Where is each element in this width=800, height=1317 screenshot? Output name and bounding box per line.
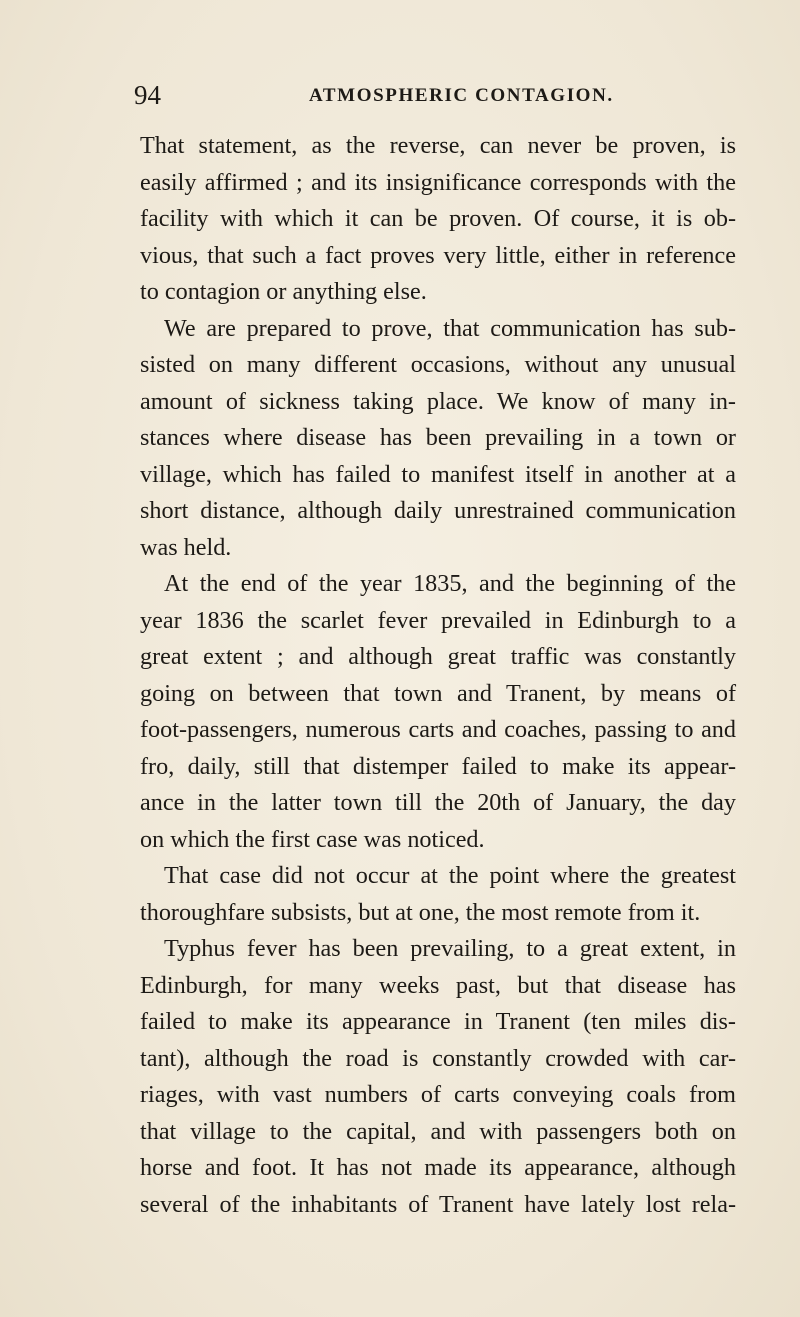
page-number: 94: [134, 80, 161, 110]
text-line: stances where disease has been prevailing in a town or: [140, 424, 736, 451]
running-title: ATMOSPHERIC CONTAGION.: [309, 85, 614, 106]
text-line: sisted on many different occasions, without any unusual: [140, 351, 736, 378]
text-line: easily affirmed ; and its insignificance corresponds with the: [140, 168, 736, 196]
text-line: At the end of the year 1835, and the beginning of the: [164, 570, 736, 597]
text-line: facility with which it can be proven. Of course, it is ob-: [140, 205, 736, 232]
body-text: [140, 128, 736, 1223]
text-line: horse and foot. It has not made its appearance, although: [140, 1154, 736, 1181]
text-line: foot-passengers, numerous carts and coaches, passing to and: [140, 716, 736, 743]
text-line: short distance, although daily unrestrained communication: [140, 497, 736, 524]
text-line: vious, that such a fact proves very little, either in reference: [140, 241, 736, 269]
text-line: Edinburgh, for many weeks past, but that disease has: [140, 971, 736, 999]
text-line: That statement, as the reverse, can never be proven, is: [140, 132, 736, 159]
text-line: amount of sickness taking place. We know of many in-: [140, 387, 736, 415]
text-line: several of the inhabitants of Tranent have lately lost rela-: [140, 1190, 736, 1218]
text-line: riages, with vast numbers of carts conveying coals from: [140, 1081, 736, 1108]
text-line: That case did not occur at the point where the greatest: [164, 862, 736, 889]
text-line: ance in the latter town till the 20th of January, the day: [140, 789, 736, 816]
text-line: We are prepared to prove, that communication has sub-: [164, 314, 736, 342]
text-line: tant), although the road is constantly crowded with car-: [140, 1044, 736, 1072]
text-line: year 1836 the scarlet fever prevailed in Edinburgh to a: [140, 606, 736, 634]
text-line: was held.: [140, 533, 232, 561]
text-line: Typhus fever has been prevailing, to a great extent, in: [164, 935, 736, 962]
text-line: to contagion or anything else.: [140, 278, 427, 305]
text-line: that village to the capital, and with passengers both on: [140, 1117, 736, 1145]
text-line: fro, daily, still that distemper failed to make its appear-: [140, 752, 736, 780]
text-line: failed to make its appearance in Tranent (ten miles dis-: [140, 1008, 736, 1035]
text-line: great extent ; and although great traffic was constantly: [140, 643, 736, 670]
text-line: thoroughfare subsists, but at one, the most remote from it.: [140, 898, 701, 926]
text-line: village, which has failed to manifest itself in another at a: [140, 460, 736, 488]
text-line: going on between that town and Tranent, by means of: [140, 679, 736, 707]
running-head: [134, 78, 764, 112]
text-line: on which the first case was noticed.: [140, 825, 485, 853]
